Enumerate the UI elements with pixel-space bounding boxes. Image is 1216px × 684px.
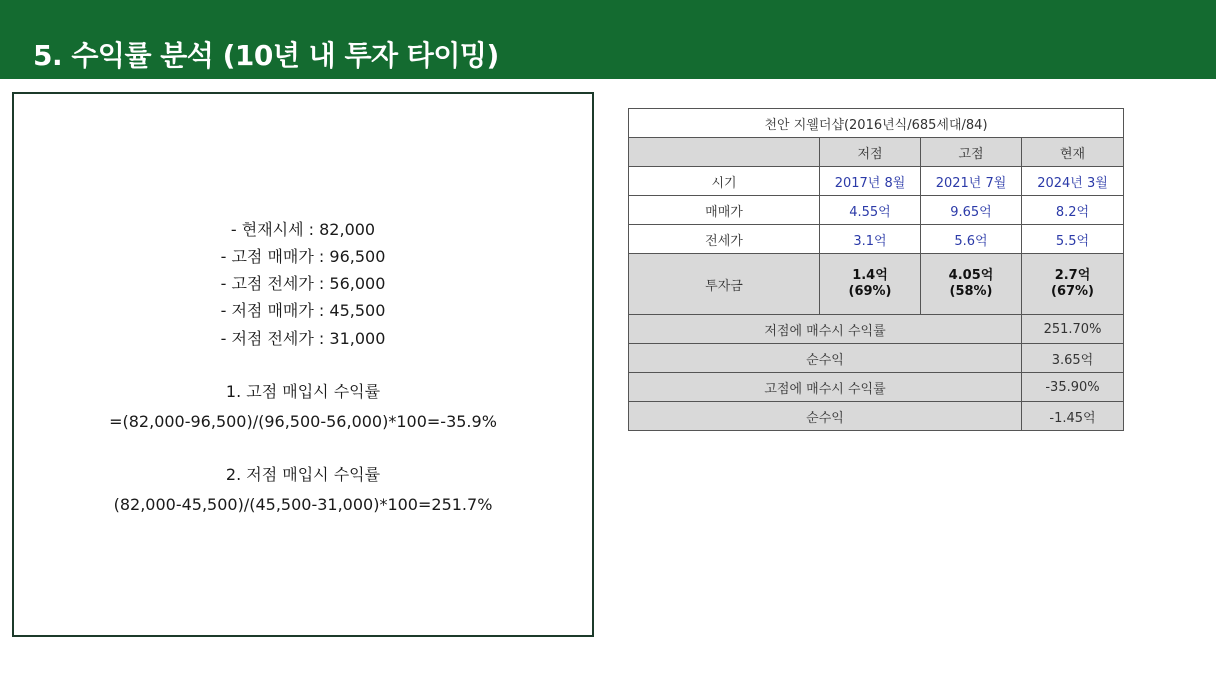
peak-net-profit-value: -1.45억 <box>1022 402 1124 431</box>
row-label-period: 시기 <box>629 167 820 196</box>
peak-net-profit-label: 순수익 <box>629 402 1022 431</box>
low-buy-return-label: 저점에 매수시 수익률 <box>629 315 1022 344</box>
column-header-low: 저점 <box>820 138 921 167</box>
low-return-heading: 2. 저점 매입시 수익률 <box>225 465 381 484</box>
peak-return-formula: =(82,000-96,500)/(96,500-56,000)*100=-35.9% <box>109 412 497 431</box>
low-return-formula: (82,000-45,500)/(45,500-31,000)*100=251.7% <box>113 495 493 514</box>
table-caption: 천안 지웰더샵(2016년식/685세대/84) <box>629 109 1124 138</box>
sale-price-peak: 9.65억 <box>921 196 1022 225</box>
return-analysis-table <box>628 108 1124 431</box>
jeonse-peak: 5.6억 <box>921 225 1022 254</box>
sale-price-current: 8.2억 <box>1022 196 1124 225</box>
peak-sale-price-line: - 고점 매매가 : 96,500 <box>220 247 386 266</box>
low-net-profit-label: 순수익 <box>629 344 1022 373</box>
low-jeonse-line: - 저점 전세가 : 31,000 <box>220 329 386 348</box>
peak-jeonse-line: - 고점 전세가 : 56,000 <box>220 274 386 293</box>
jeonse-low: 3.1억 <box>820 225 921 254</box>
current-price-line: - 현재시세 : 82,000 <box>230 220 376 239</box>
low-sale-price-line: - 저점 매매가 : 45,500 <box>220 301 386 320</box>
row-label-investment: 투자금 <box>629 254 820 315</box>
peak-return-heading: 1. 고점 매입시 수익률 <box>225 382 381 401</box>
column-header-peak: 고점 <box>921 138 1022 167</box>
investment-low: 1.4억 (69%) <box>820 254 921 315</box>
period-low: 2017년 8월 <box>820 167 921 196</box>
low-buy-return-value: 251.70% <box>1022 315 1124 344</box>
calculation-textbox <box>12 92 594 637</box>
low-net-profit-value: 3.65억 <box>1022 344 1124 373</box>
page-title: 5. 수익률 분석 (10년 내 투자 타이밍) <box>33 39 499 72</box>
header-empty-cell <box>629 138 820 167</box>
row-label-jeonse: 전세가 <box>629 225 820 254</box>
jeonse-current: 5.5억 <box>1022 225 1124 254</box>
peak-buy-return-label: 고점에 매수시 수익률 <box>629 373 1022 402</box>
period-current: 2024년 3월 <box>1022 167 1124 196</box>
peak-buy-return-value: -35.90% <box>1022 373 1124 402</box>
column-header-current: 현재 <box>1022 138 1124 167</box>
row-label-sale-price: 매매가 <box>629 196 820 225</box>
sale-price-low: 4.55억 <box>820 196 921 225</box>
investment-current: 2.7억 (67%) <box>1022 254 1124 315</box>
header-bar <box>0 0 1216 79</box>
investment-peak: 4.05억 (58%) <box>921 254 1022 315</box>
period-peak: 2021년 7월 <box>921 167 1022 196</box>
